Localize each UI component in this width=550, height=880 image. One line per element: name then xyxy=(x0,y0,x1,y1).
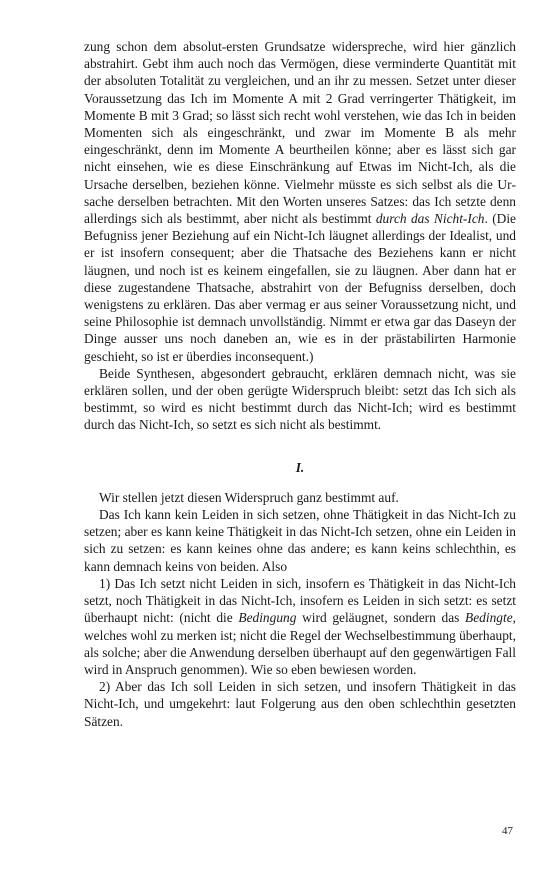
paragraph xyxy=(84,678,516,730)
text-run: wird geläugnet, sondern das xyxy=(296,610,466,626)
page-number: 47 xyxy=(502,825,513,837)
text-run: zung schon dem absolut-ersten Grundsatze widerspreche, wird hier gänzlich abstrahirt. Gebt ihm auch noch das Vermögen, diese verminderte Quantität mit der absoluten Totalität zu vergleichen, und an ihr zu messen. Setzet unter dieser Voraussetzung das Ich im Momente A mit 2 Grad verringerter Thätigkeit, im Momente B mit 3 Grad; so lässt sich recht wohl verstehen, wie das Ich in beiden Momenten sich als eingeschränkt, und zwar im Momente B als mehr eingeschränkt, denn im Momente A beurtheilen könne; aber es lässt sich gar nicht einsehen, wie es diese Einschränkung auf Etwas im Nicht-Ich, als die Ursache derselben, beziehen könne. Vielmehr müsste es sich selbst als die Ursache derselben betrachten. Mit den Worten unseres Satzes: das Ich setzte denn allerdings sich als bestimmt, aber nicht als bestimmt xyxy=(84,39,516,227)
text-run: Das Ich kann kein Leiden in sich setzen, ohne Thätigkeit in das Nicht-Ich zu setzen; aber es kann keine Thätigkeit in das Nicht-Ich setzen, ohne ein Leiden in sich zu setzen: es kann keines ohne das andere; es kann keins schlechthin, es kann demnach keins von beiden. Also xyxy=(84,507,516,574)
paragraph xyxy=(84,575,516,678)
text-run: Beide Synthesen, abgesondert gebraucht, erklären demnach nicht, was sie erklären sollen, und der oben gerügte Widerspruch bleibt: setzt das Ich sich als bestimmt, so wird es nicht bestimmt durch das Nicht-Ich; wird es bestimmt durch das Nicht-Ich, so setzt es sich nicht als bestimmt. xyxy=(84,365,516,433)
text-run: . (Die Befugniss jener Beziehung auf ein Nicht-Ich läugnet allerdings der Idealist, und er ist insofern consequent; aber die Thatsache des Beziehens kann er nicht läugnen, und noch ist es keinem eingefallen, sie zu läugnen. Aber dann hat er diese zugestandene Thatsache, abstrahirt von der Befugniss derselben, doch wenigstens zu erklären. Das aber vermag er aus seiner Voraussetzung nicht, und seine Philosophie ist demnach unvollständig. Nimmt er etwa gar das Daseyn der Dinge ausser uns noch daneben an, wie es in der prästabilirten Harmonie geschieht, so ist er überdies inconsequent.) xyxy=(84,211,517,364)
paragraph xyxy=(84,365,516,434)
body-text xyxy=(84,38,516,730)
text-run: 2) Aber das Ich soll Leiden in sich setzen, und insofern Thätigkeit in das Nicht-Ich, und umgekehrt: laut Folgerung aus den oben schlechthin gesetzten Sätzen. xyxy=(84,679,516,729)
paragraphs-before-heading xyxy=(84,38,516,434)
text-run: 1) Das Ich setzt nicht Leiden in sich, insofern es Thätigkeit in das Nicht-Ich setzt, noch Thätigkeit in das Nicht-Ich, insofern es Leiden in sich setzt: es setzt überhaupt nicht: (nicht die xyxy=(84,575,516,626)
paragraph xyxy=(84,506,516,575)
text-run: , welches wohl zu merken ist; nicht die Regel der Wechselbestimmung überhaupt, als solche; aber die Anwendung derselben überhaupt auf den gegenwärtigen Fall wird in Anspruch genommen). Wie so eben bewiesen worden. xyxy=(84,610,516,677)
italic-text-run: Bedingte xyxy=(465,610,513,626)
paragraph xyxy=(84,38,516,365)
italic-text-run: durch das Nicht-Ich xyxy=(375,211,485,227)
section-heading: I. xyxy=(295,459,305,475)
paragraph xyxy=(84,489,516,506)
paragraphs-after-heading xyxy=(84,489,516,730)
italic-text-run: Bedingung xyxy=(238,610,297,626)
text-run: Wir stellen jetzt diesen Widerspruch ganz bestimmt auf. xyxy=(99,489,399,505)
